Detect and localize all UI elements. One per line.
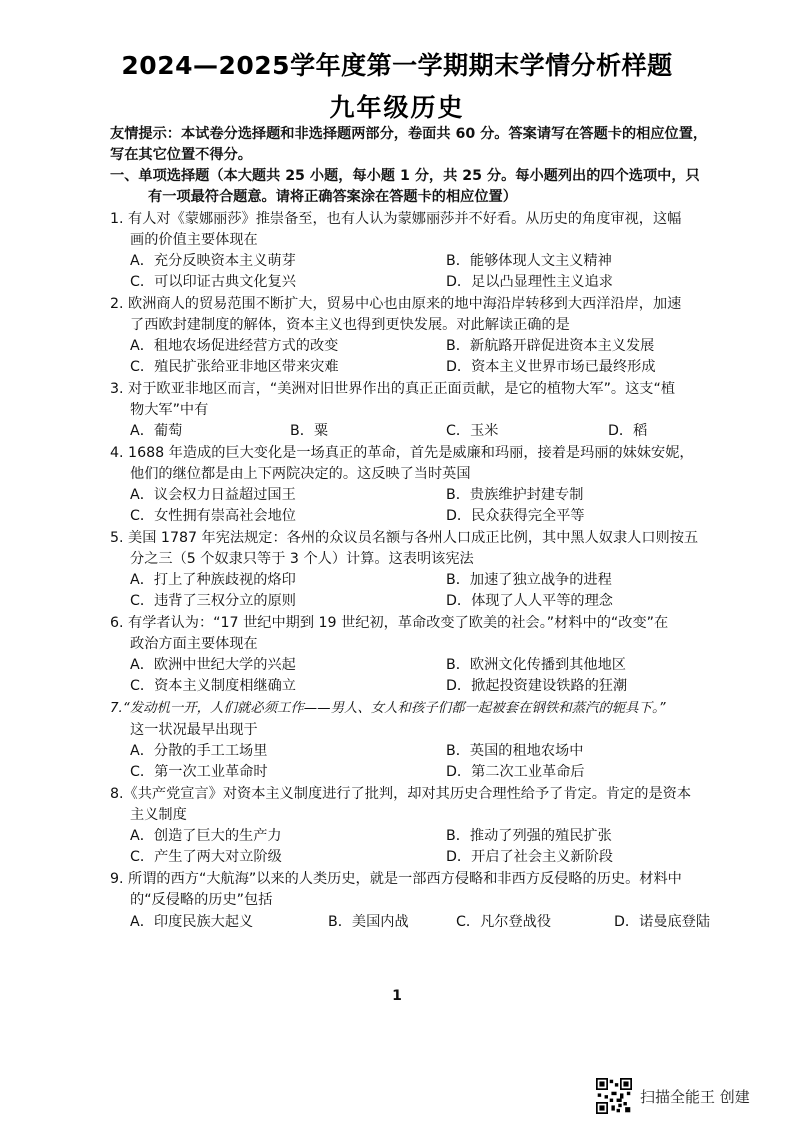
question-7-option-b: B．英国的租地农场中 (446, 743, 584, 759)
question-7-stem-line-1: 7.“发动机一开，人们就必须工作——男人、女人和孩子们都一起被套在钢铁和蒸汽的轭具下。” (110, 701, 666, 716)
question-8-option-c: C．产生了两大对立阶级 (130, 849, 282, 865)
watermark-text: 扫描全能王 创建 (640, 1087, 750, 1106)
question-4-option-d: D．民众获得完全平等 (446, 508, 585, 524)
question-6-option-b: B．欧洲文化传播到其他地区 (446, 657, 626, 673)
qr-code-icon (596, 1078, 632, 1114)
question-3-stem-line-2: 物大军”中有 (130, 402, 209, 418)
question-5-options-row-2 (130, 591, 710, 611)
notice-line-1: 友情提示：本试卷分选择题和非选择题两部分，卷面共 60 分。答案请写在答题卡的相应位置， (110, 126, 708, 142)
question-3-option-d: D．稻 (608, 423, 648, 439)
question-9-option-b: B．美国内战 (328, 914, 409, 930)
question-7-stem-line-2: 这一状况最早出现于 (130, 722, 258, 738)
question-9-stem-line-2: 的“反侵略的历史”包括 (130, 892, 273, 908)
notice-line-2: 写在其它位置不得分。 (110, 147, 252, 163)
question-1-option-d: D．足以凸显理性主义追求 (446, 274, 613, 290)
question-4-stem-line-1: 4. 1688 年造成的巨大变化是一场真正的革命，首先是威廉和玛丽，接着是玛丽的妹妹安妮， (110, 445, 694, 461)
question-1-option-a: A．充分反映资本主义萌芽 (130, 253, 296, 269)
section-heading-line-2: 有一项最符合题意。请将正确答案涂在答题卡的相应位置） (148, 189, 517, 205)
question-4-option-a: A．议会权力日益超过国王 (130, 487, 296, 503)
question-7-option-a: A．分散的手工工场里 (130, 743, 268, 759)
exam-subtitle: 九年级历史 (329, 93, 465, 122)
question-1-options-row-2 (130, 272, 710, 292)
scanner-watermark (596, 1077, 750, 1115)
question-9-stem-line-1: 9. 所谓的西方“大航海”以来的人类历史，就是一部西方侵略和非西方反侵略的历史。材料中 (110, 871, 682, 887)
question-8-option-b: B．推动了列强的殖民扩张 (446, 828, 612, 844)
question-2-option-d: D．资本主义世界市场已最终形成 (446, 359, 656, 375)
question-4-option-b: B．贵族维护封建专制 (446, 487, 584, 503)
question-9-option-c: C．凡尔登战役 (456, 914, 552, 930)
question-6-option-a: A．欧洲中世纪大学的兴起 (130, 657, 296, 673)
question-3-options-row (130, 421, 710, 441)
question-5-option-d: D．体现了人人平等的理念 (446, 593, 613, 609)
question-7-options-row-1 (130, 741, 710, 761)
question-3-option-a: A．葡萄 (130, 423, 183, 439)
question-5-option-b: B．加速了独立战争的进程 (446, 572, 612, 588)
question-8-option-a: A．创造了巨大的生产力 (130, 828, 282, 844)
question-6-option-d: D．掀起投资建设铁路的狂潮 (446, 678, 628, 694)
question-1-stem-line-1: 1. 有人对《蒙娜丽莎》推崇备至，也有人认为蒙娜丽莎并不好看。从历史的角度审视，这幅 (110, 211, 682, 227)
question-9-options-row (130, 912, 710, 932)
question-2-stem-line-2: 了西欧封建制度的解体，资本主义也得到更快发展。对此解读正确的是 (130, 317, 570, 333)
question-5-option-a: A．打上了种族歧视的烙印 (130, 572, 296, 588)
question-3-option-c: C．玉米 (446, 423, 499, 439)
question-2-options-row-1 (130, 336, 710, 356)
question-4-options-row-2 (130, 506, 710, 526)
question-7-option-d: D．第二次工业革命后 (446, 764, 585, 780)
question-1-option-c: C．可以印证古典文化复兴 (130, 274, 296, 290)
question-3-option-b: B．粟 (290, 423, 329, 439)
question-4-stem-line-2: 他们的继位都是由上下两院决定的。这反映了当时英国 (130, 466, 471, 482)
question-2-options-row-2 (130, 357, 710, 377)
question-8-stem-line-1: 8.《共产党宣言》对资本主义制度进行了批判，却对其历史合理性给予了肯定。肯定的是资本 (110, 786, 692, 802)
question-8-options-row-1 (130, 826, 710, 846)
question-7-option-c: C．第一次工业革命时 (130, 764, 268, 780)
question-6-option-c: C．资本主义制度相继确立 (130, 678, 296, 694)
question-1-stem-line-2: 画的价值主要体现在 (130, 232, 258, 248)
question-2-option-a: A．租地农场促进经营方式的改变 (130, 338, 339, 354)
question-5-stem-line-2: 分之三（5 个奴隶只等于 3 个人）计算。这表明该宪法 (130, 551, 474, 567)
question-2-option-b: B．新航路开辟促进资本主义发展 (446, 338, 655, 354)
question-9-option-d: D．诺曼底登陆 (614, 914, 711, 930)
question-8-options-row-2 (130, 847, 710, 867)
question-5-stem-line-1: 5. 美国 1787 年宪法规定：各州的众议员名额与各州人口成正比例，其中黑人奴隶人口则按五 (110, 530, 699, 546)
question-1-options-row-1 (130, 251, 710, 271)
question-4-option-c: C．女性拥有崇高社会地位 (130, 508, 296, 524)
question-2-stem-line-1: 2. 欧洲商人的贸易范围不断扩大，贸易中心也由原来的地中海沿岸转移到大西洋沿岸，加速 (110, 296, 682, 312)
question-4-options-row-1 (130, 485, 710, 505)
section-heading-line-1: 一、单项选择题（本大题共 25 小题，每小题 1 分，共 25 分。每小题列出的四个选项中，只 (110, 168, 700, 184)
question-6-options-row-2 (130, 676, 710, 696)
question-9-option-a: A．印度民族大起义 (130, 914, 254, 930)
question-1-option-b: B．能够体现人文主义精神 (446, 253, 612, 269)
question-8-stem-line-2: 主义制度 (130, 807, 187, 823)
page-number: 1 (392, 988, 402, 1004)
question-7-options-row-2 (130, 762, 710, 782)
question-5-option-c: C．违背了三权分立的原则 (130, 593, 296, 609)
question-6-stem-line-1: 6. 有学者认为：“17 世纪中期到 19 世纪初，革命改变了欧美的社会。”材料中的“改变”在 (110, 615, 669, 631)
question-3-stem-line-1: 3. 对于欧亚非地区而言，“美洲对旧世界作出的真正正面贡献，是它的植物大军”。这支“植 (110, 381, 676, 397)
question-6-options-row-1 (130, 655, 710, 675)
question-8-option-d: D．开启了社会主义新阶段 (446, 849, 613, 865)
question-2-option-c: C．殖民扩张给亚非地区带来灾难 (130, 359, 339, 375)
question-5-options-row-1 (130, 570, 710, 590)
question-6-stem-line-2: 政治方面主要体现在 (130, 636, 258, 652)
exam-title: 2024—2025学年度第一学期期末学情分析样题 (121, 51, 673, 80)
